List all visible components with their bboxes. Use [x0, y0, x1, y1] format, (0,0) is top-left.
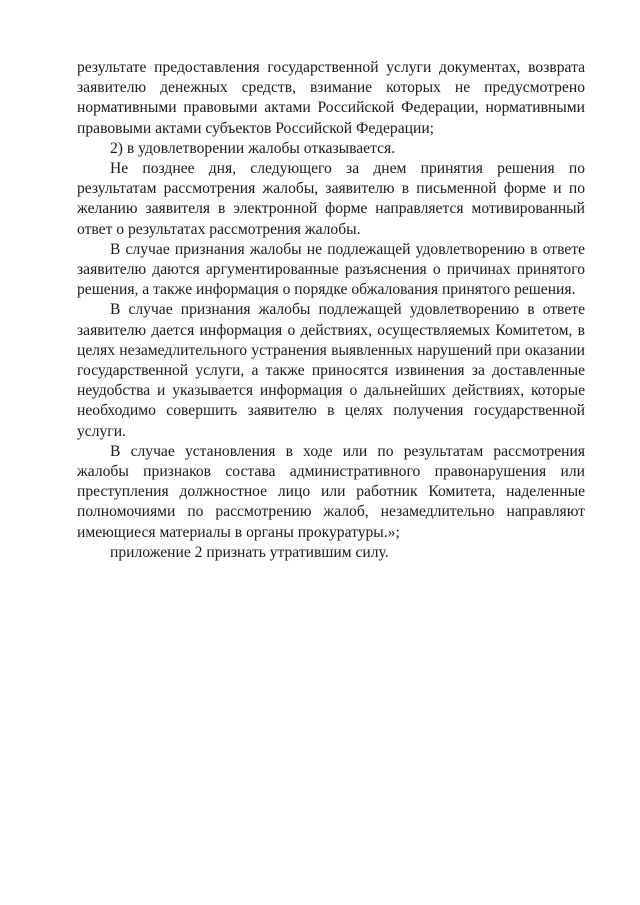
paragraph-prosecution-referral: В случае установления в ходе или по результатам рассмотрения жалобы признаков состава административного правонарушения или преступления должностное лицо или работник Комитета, наделенные полномочиями по рассмотрению жалоб, незамедлительно направляют имеющиеся материалы в органы прокуратуры.»; [77, 442, 585, 541]
document-body [77, 58, 585, 563]
paragraph-satisfaction-case: В случае признания жалобы подлежащей удовлетворению в ответе заявителю дается информация о действиях, осуществляемых Комитетом, в целях незамедлительного устранения выявленных нарушений при оказании государственной услуги, а также приносятся извинения за доставленные неудобства и указывается информация о дальнейших действиях, которые необходимо совершить заявителю в целях получения государственной услуги. [77, 301, 585, 440]
paragraph-appendix-repeal: приложение 2 признать утратившим силу. [110, 543, 389, 561]
paragraph-continuation: результате предоставления государственной услуги документах, возврата заявителю денежных средств, взимание которых не предусмотрено нормативными правовыми актами Российской Федерации, нормативными правовыми актами субъектов Российской Федерации; [77, 59, 585, 137]
paragraph-item-2: 2) в удовлетворении жалобы отказывается. [110, 139, 396, 157]
paragraph-response-deadline: Не позднее дня, следующего за днем принятия решения по результатам рассмотрения жалобы, заявителю в письменной форме и по желанию заявителя в электронной форме направляется мотивированный ответ о результатах рассмотрения жалобы. [77, 160, 585, 238]
paragraph-rejection-case: В случае признания жалобы не подлежащей удовлетворению в ответе заявителю даются аргументированные разъяснения о причинах принятого решения, а также информация о порядке обжалования принятого решения. [77, 240, 585, 299]
